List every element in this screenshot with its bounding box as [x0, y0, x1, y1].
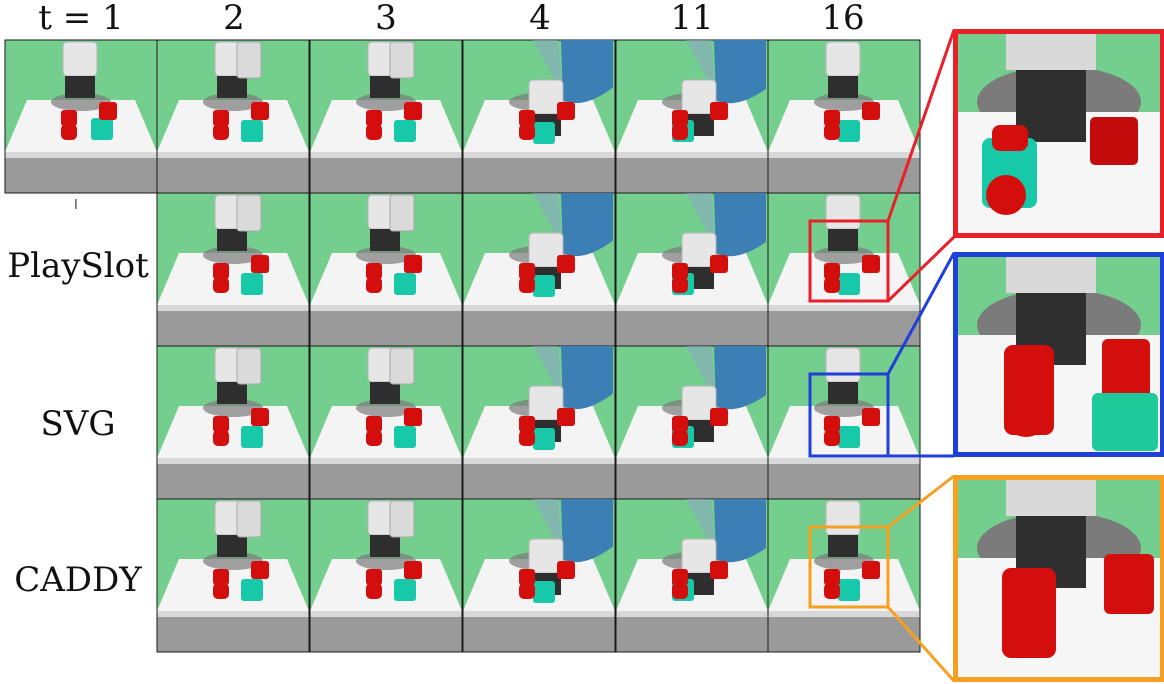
frame-r1-c2: [310, 193, 462, 346]
frame-r3-c1: [157, 499, 309, 652]
frame-r2-c3: [463, 346, 615, 499]
frame-r1-c1: [157, 193, 309, 346]
frame-r2-c1: [157, 346, 309, 499]
frame-r0-c2: [310, 40, 462, 193]
frame-r0-c3: [463, 40, 615, 193]
row-label-svg: SVG: [40, 404, 116, 444]
frame-r0-c1: [157, 40, 309, 193]
column-header-4-text: 4: [529, 0, 551, 38]
row-label-playslot: PlaySlot: [7, 246, 149, 286]
frame-r1-c5: [768, 193, 920, 346]
frame-r0-c0: [5, 40, 157, 193]
zoom-panel-svg: [954, 253, 1164, 456]
column-header-16-text: 16: [821, 0, 865, 38]
frame-r0-c4: [616, 40, 768, 193]
row-label-caddy: CADDY: [14, 560, 142, 600]
frame-r3-c4: [616, 499, 768, 652]
frame-r2-c5: [768, 346, 920, 499]
frame-r1-c3: [463, 193, 615, 346]
column-header-3-text: 3: [375, 0, 397, 38]
frame-r1-c4: [616, 193, 768, 346]
zoom-panel-caddy: [954, 476, 1164, 681]
frame-r0-c5: [768, 40, 920, 193]
zoom-panel-playslot: [954, 30, 1164, 237]
frame-r3-c3: [463, 499, 615, 652]
frame-r3-c2: [310, 499, 462, 652]
text-cursor-icon: I: [74, 198, 78, 213]
column-header-2-text: 2: [223, 0, 245, 38]
column-header-t1-text: t = 1: [38, 0, 124, 38]
frame-r3-c5: [768, 499, 920, 652]
frame-r2-c2: [310, 346, 462, 499]
frame-r2-c4: [616, 346, 768, 499]
column-header-11-text: 11: [670, 0, 714, 38]
